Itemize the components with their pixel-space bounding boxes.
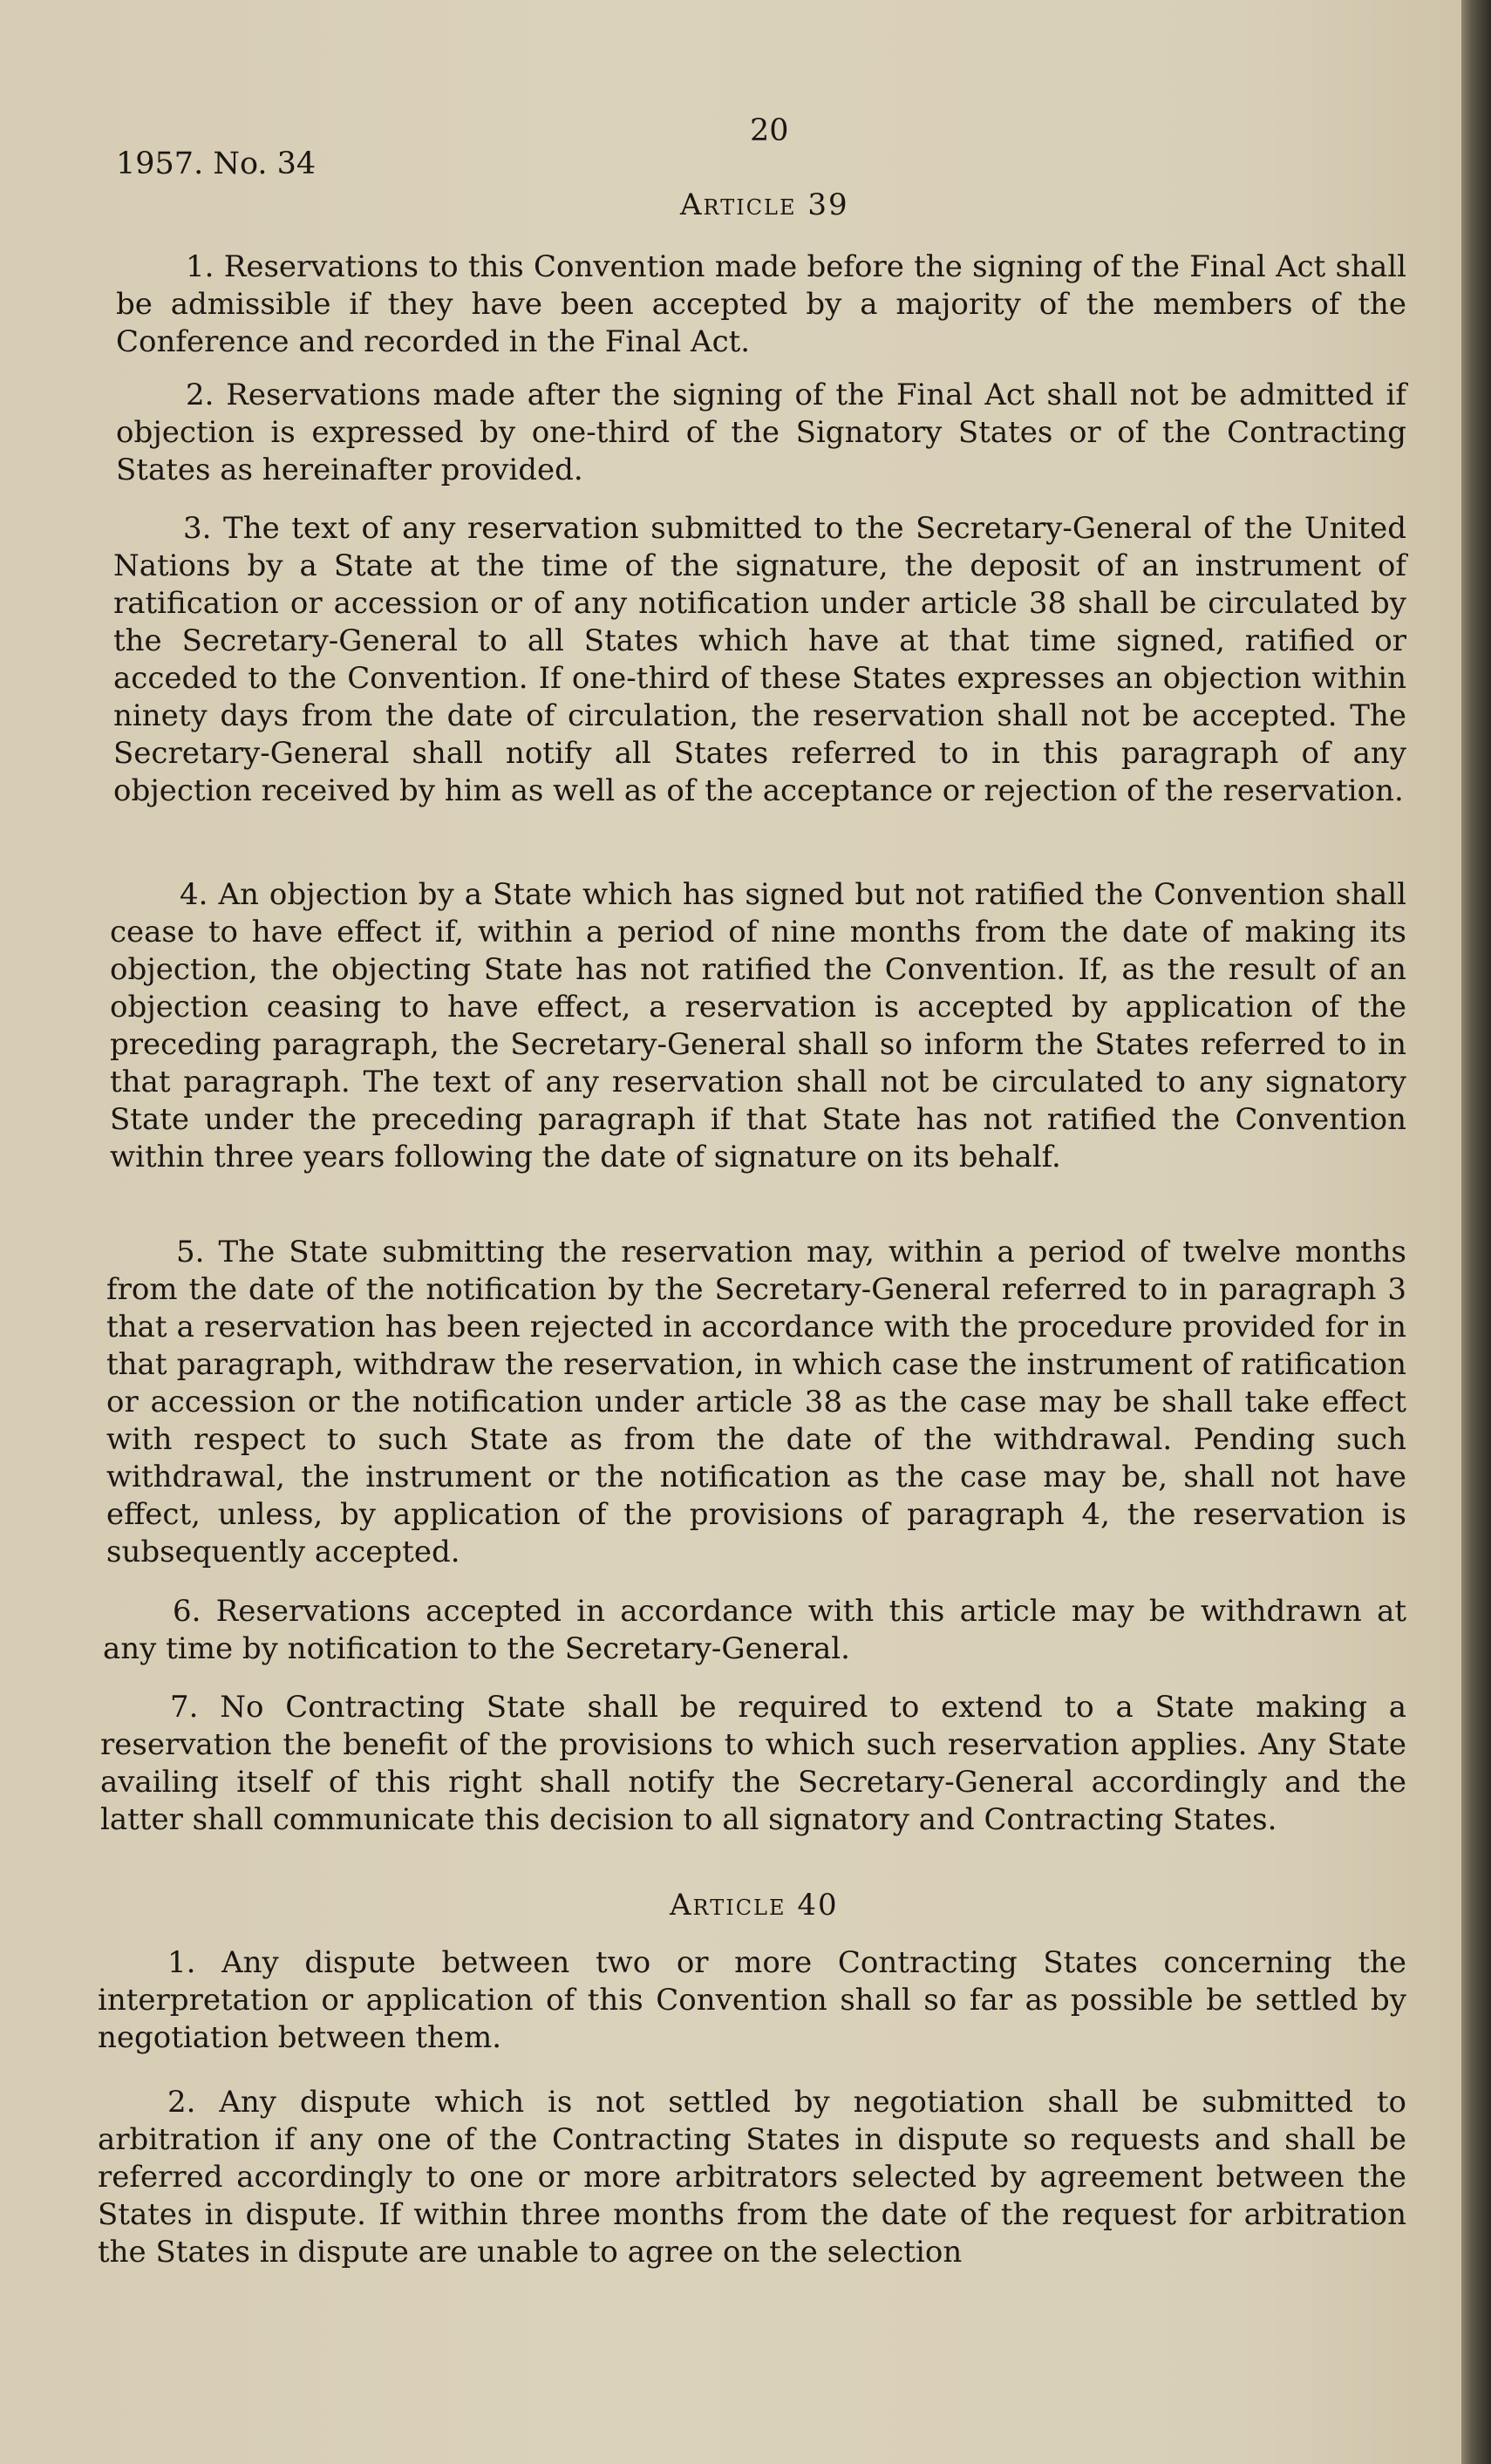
article-39-paragraph-3: 3. The text of any reservation submitted to the Secretary-General of the United Nations by a State at the time of the signature, the deposit of an instrument of ratification or accession or of any notification under article 38 shall be circulated by the Secretary-General to all States which have at that time signed, ratified or acceded to the Convention. If one-third of these States expresses an objection within ninety days from the date of circulation, the reservation shall not be accepted. The Secretary-General shall notify all States referred to in this paragraph of any objection received by him as well as of the acceptance or rejection of the reservation. — [113, 511, 1406, 808]
article-39-paragraph-6: 6. Reservations accepted in accordance with this article may be withdrawn at any time by notification to the Secretary-General. — [103, 1594, 1406, 1666]
article-39-paragraph-7: 7. No Contracting State shall be required to extend to a State making a reservation the benefit of the provisions to which such reservation applies. Any State availing itself of this right shall notify the Secretary-General accordingly and the latter shall communicate this decision to all signatory and Contracting States. — [100, 1690, 1406, 1837]
page-binding-edge — [1461, 0, 1491, 2464]
article-39-paragraph-4: 4. An objection by a State which has signed but not ratified the Convention shall cease to have effect if, within a period of nine months from the date of making its objection, the objecting State has not ratified the Convention. If, as the result of an objection ceasing to have effect, a reservation is accepted by application of the preceding paragraph, the Secretary-General shall so inform the States referred to in that paragraph. The text of any reservation shall not be circulated to any signatory State under the preceding paragraph if that State has not ratified the Convention within three years following the date of signature on its behalf. — [110, 877, 1406, 1174]
article-40-heading: Article 40 — [670, 1888, 839, 1923]
article-40-paragraph-2: 2. Any dispute which is not settled by negotiation shall be submitted to arbitration if any one of the Contracting States in dispute so requests and shall be referred accordingly to one or more arbitrators selected by agreement between the States in dispute. If within three months from the date of the request for arbitration the States in dispute are unable to agree on the selection — [98, 2085, 1406, 2270]
article-40-paragraph-1: 1. Any dispute between two or more Contracting States concerning the interpretation or application of this Convention shall so far as possible be settled by negotiation between them. — [98, 1945, 1406, 2055]
article-39-paragraph-1: 1. Reservations to this Convention made before the signing of the Final Act shall be admissible if they have been accepted by a majority of the members of the Conference and recorded in the Final Act. — [116, 249, 1406, 359]
series-reference: 1957. No. 34 — [116, 146, 317, 181]
article-39-heading: Article 39 — [680, 187, 849, 222]
article-39-paragraph-5: 5. The State submitting the reservation may, within a period of twelve months from the date of the notification by the Secretary-General referred to in paragraph 3 that a reservation has been rejected in accordance with the procedure provided for in that paragraph, withdraw the reservation, in which case the instrument of ratification or accession or the notification under article 38 as the case may be shall take effect with respect to such State as from the date of the withdrawal. Pending such withdrawal, the instrument or the notification as the case may be, shall not have effect, unless, by application of the provisions of paragraph 4, the reservation is subsequently accepted. — [106, 1235, 1406, 1569]
article-39-paragraph-2: 2. Reservations made after the signing of the Final Act shall not be admitted if objection is expressed by one-third of the Signatory States or of the Contracting States as hereinafter provided. — [116, 378, 1406, 487]
page-number: 20 — [750, 113, 789, 148]
